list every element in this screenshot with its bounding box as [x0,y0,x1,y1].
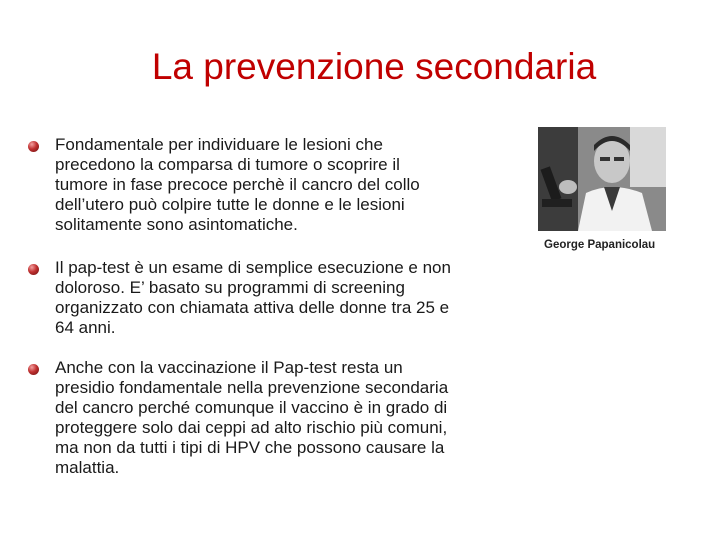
bullet-text: Il pap-test è un esame di semplice esecuzione e non doloroso. E’ basato su programmi di screening organizzato con chiamata attiva delle donne tra 25 e 64 anni. [55,258,451,337]
bullet-text: Anche con la vaccinazione il Pap-test resta un presidio fondamentale nella prevenzione secondaria del cancro perché comunque il vaccino è in grado di proteggere solo dai ceppi ad alto rischio più comuni, ma non da tutti i tipi di HPV che possono causare la malattia. [55,358,449,477]
bullet-icon [28,264,39,275]
bullet-icon [28,141,39,152]
bullet-icon [28,364,39,375]
portrait-figure [538,127,668,257]
slide-title: La prevenzione secondaria [151,46,597,87]
bullet-text: Fondamentale per individuare le lesioni che precedono la comparsa di tumore o scoprire il tumore in fase precoce perchè il cancro del collo dell’utero può colpire tutte le donne e le lesioni solitamente sono asintomatiche. [55,135,420,234]
portrait-photo [538,127,666,231]
portrait-caption: George Papanicolau [544,239,656,251]
portrait-illustration [538,127,666,231]
